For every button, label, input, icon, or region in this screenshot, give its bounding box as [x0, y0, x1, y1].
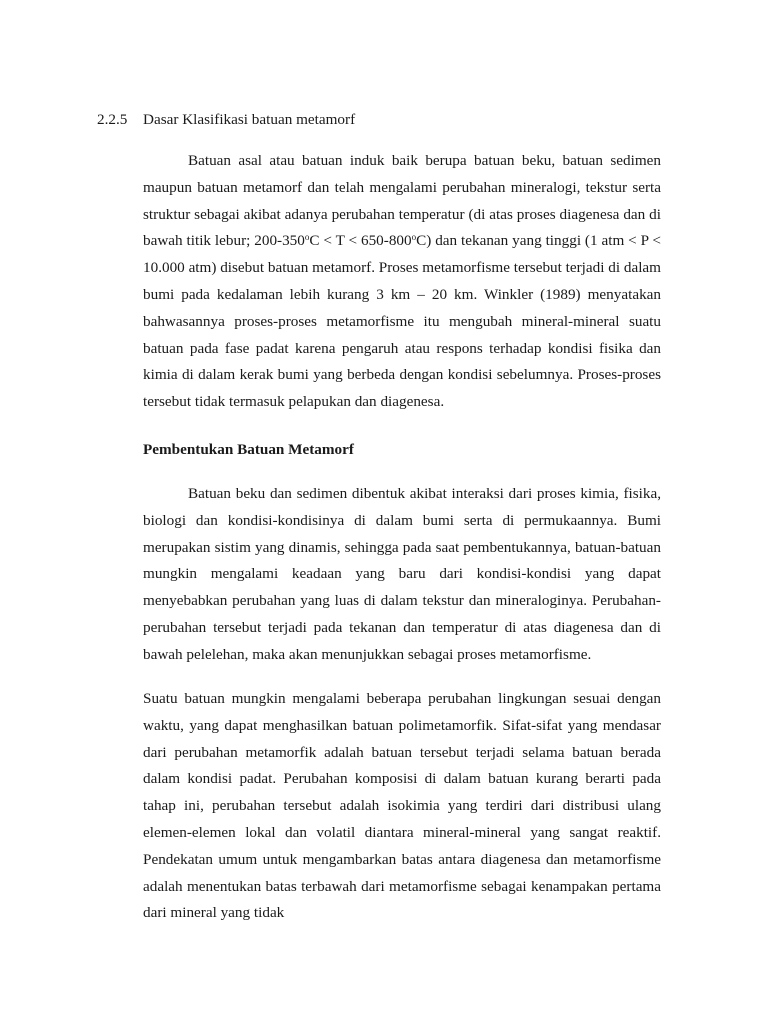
paragraph-klasifikasi-part2: C < T < 650-800 — [309, 232, 412, 250]
paragraph-klasifikasi — [143, 148, 661, 416]
paragraph-klasifikasi-part3: C) dan tekanan yang tinggi (1 atm < P < 10.000 atm) disebut batuan metamorf. Proses metamorfisme tersebut terjadi di dalam bumi pada kedalaman lebih kurang 3 km – 20 km. Winkler (1989) menyatakan bahwasannya proses-proses metamorfisme itu mengubah mineral-mineral suatu batuan pada fase padat karena pengaruh atau respons terhadap kondisi fisika dan kimia di dalam kerak bumi yang berbeda dengan kondisi sebelumnya. Proses-proses tersebut tidak termasuk pelapukan dan diagenesa. — [143, 232, 661, 411]
section-heading — [97, 110, 355, 130]
degree-superscript-1: o — [304, 232, 310, 243]
section-number: 2.2.5 — [97, 111, 128, 128]
section-title: Dasar Klasifikasi batuan metamorf — [143, 111, 356, 128]
subheading-pembentukan: Pembentukan Batuan Metamorf — [143, 441, 354, 458]
paragraph-polimetamorfik: Suatu batuan mungkin mengalami beberapa perubahan lingkungan sesuai dengan waktu, yang dapat menghasilkan batuan polimetamorfik. Sifat-sifat yang mendasar dari perubahan metamorfik adalah batuan tersebut terjadi selama batuan berada dalam kondisi padat. Perubahan komposisi di dalam batuan kurang berarti pada tahap ini, perubahan tersebut adalah isokimia yang terdiri dari distribusi ulang elemen-elemen lokal dan volatil diantara mineral-mineral yang sangat reaktif. Pendekatan umum untuk mengambarkan batas antara diagenesa dan metamorfisme adalah menentukan batas terbawah dari metamorfisme sebagai kenampakan pertama dari mineral yang tidak — [143, 690, 661, 922]
paragraph-klasifikasi-part1: Batuan asal atau batuan induk baik berupa batuan beku, batuan sedimen maupun batuan metamorf dan telah mengalami perubahan mineralogi, tekstur serta struktur sebagai akibat adanya perubahan temperatur (di atas proses diagenesa dan di bawah titik lebur; 200-350 — [143, 152, 661, 250]
degree-superscript-2: o — [411, 232, 417, 243]
document-page — [97, 0, 661, 1024]
paragraph-pembentukan: Batuan beku dan sedimen dibentuk akibat interaksi dari proses kimia, fisika, biologi dan kondisi-kondisinya di dalam bumi serta di permukaannya. Bumi merupakan sistim yang dinamis, sehingga pada saat pembentukannya, batuan-batuan mungkin mengalami keadaan yang baru dari kondisi-kondisi yang dapat menyebabkan perubahan yang luas di dalam tekstur dan mineraloginya. Perubahan-perubahan tersebut terjadi pada tekanan dan temperatur di atas diagenesa dan di bawah pelelehan, maka akan menunjukkan sebagai proses metamorfisme. — [143, 485, 661, 663]
